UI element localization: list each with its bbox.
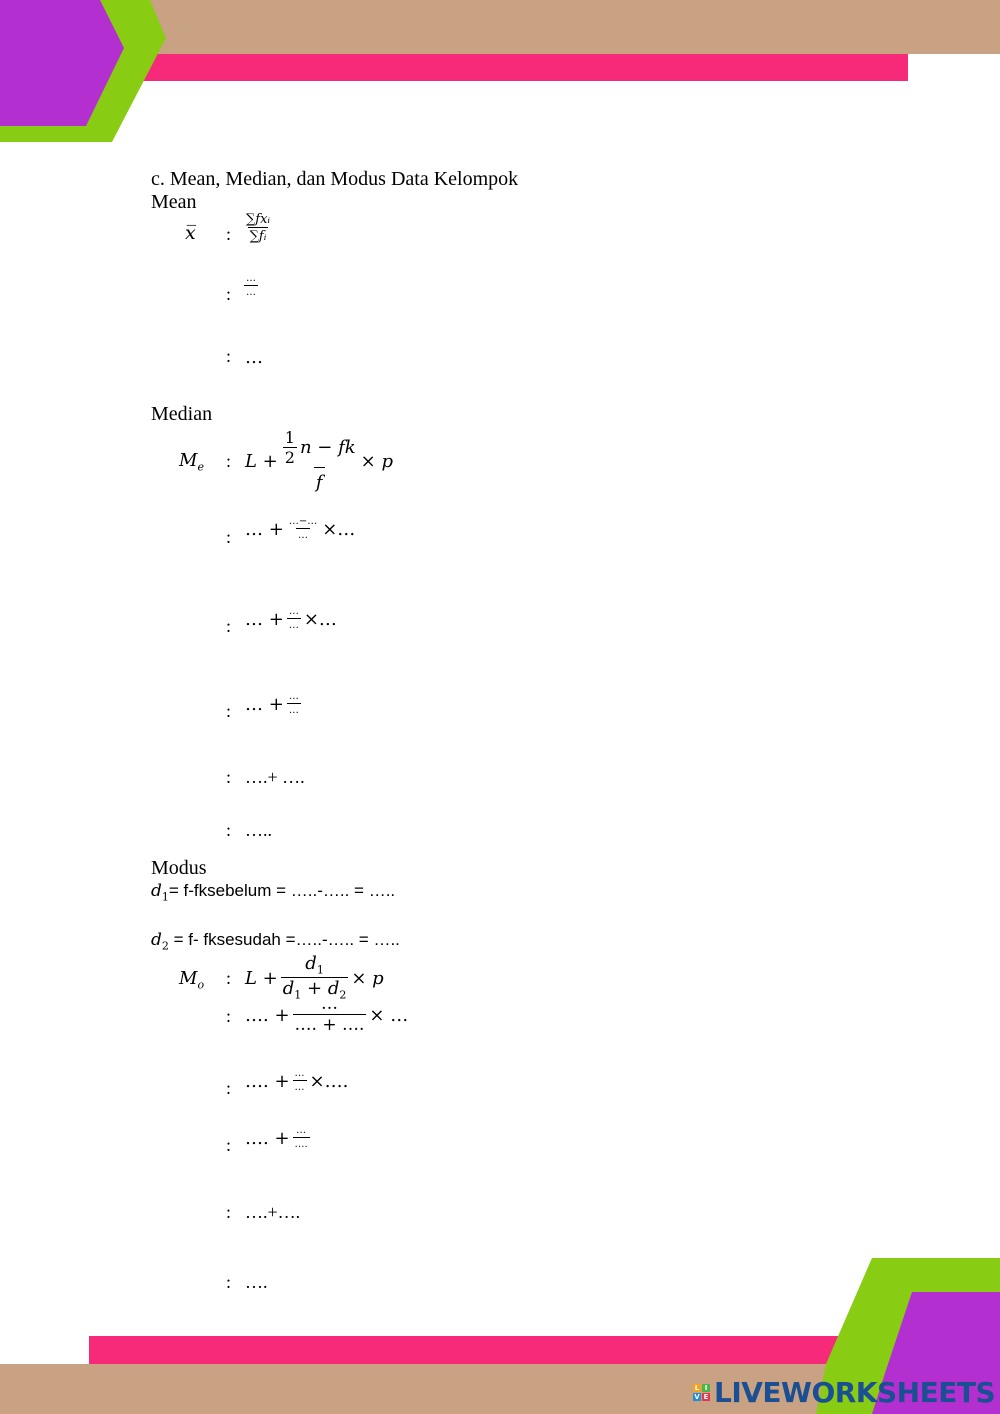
section-title: c. Mean, Median, dan Modus Data Kelompok [151, 168, 519, 190]
formula-term: × p [360, 450, 393, 472]
colon: : [226, 284, 232, 304]
median-symbol [179, 450, 204, 474]
modus-step-5: …. [245, 1272, 268, 1292]
median-formula [245, 428, 393, 494]
logo-cell: L [694, 1384, 700, 1392]
colon: : [226, 1006, 232, 1026]
fraction-numerator: … [294, 1068, 305, 1079]
colon: : [226, 527, 232, 547]
logo-cell: I [702, 1384, 710, 1392]
modus-step-4: ….+…. [245, 1202, 301, 1222]
fraction-denominator: … [294, 1082, 305, 1093]
formula-term: + [301, 978, 328, 999]
fraction-denominator: f [314, 467, 325, 492]
formula-subscript: 1 [294, 988, 302, 1002]
median-step-2 [245, 607, 337, 631]
formula-term: … + [245, 693, 284, 715]
mean-heading: Mean [151, 191, 197, 213]
modus-heading: Modus [151, 857, 207, 879]
colon: : [226, 1135, 232, 1155]
logo-text: LIVEWORKSHEETS [714, 1376, 996, 1409]
colon: : [226, 616, 232, 636]
fraction-numerator: … [246, 273, 256, 284]
fraction-denominator: ∑fᵢ [249, 229, 267, 244]
colon: : [226, 346, 232, 366]
fraction-denominator: … [288, 620, 299, 631]
formula-term: d [305, 953, 317, 975]
colon: : [226, 767, 232, 787]
liveworksheets-logo [693, 1376, 995, 1409]
colon: : [226, 820, 232, 840]
formula-term: n − fk [299, 437, 356, 458]
fraction-numerator: ∑fxᵢ [246, 212, 271, 227]
d1-symbol: d [151, 881, 162, 901]
modus-symbol [179, 968, 204, 992]
symbol-subscript: e [197, 460, 204, 474]
mean-formula [244, 213, 272, 243]
d2-subscript: 2 [161, 939, 169, 953]
formula-term: d [282, 978, 295, 999]
modus-step-2 [245, 1069, 348, 1093]
formula-term: …. + [245, 1070, 290, 1092]
formula-term: … + [245, 518, 284, 540]
fraction-denominator: 2 [284, 448, 295, 467]
fraction-numerator: … [288, 606, 299, 617]
fraction-numerator: … [296, 1125, 307, 1136]
fraction-numerator: …−… [288, 516, 318, 527]
colon: : [226, 1078, 232, 1098]
formula-term: × … [369, 1004, 409, 1026]
colon: : [226, 968, 232, 988]
header-hexagon-shape [0, 0, 170, 142]
logo-icon [693, 1384, 710, 1401]
formula-term: × p [351, 967, 384, 989]
formula-subscript: 2 [339, 988, 347, 1002]
median-heading: Median [151, 403, 213, 425]
formula-term: ×… [303, 608, 337, 630]
symbol-letter: M [179, 450, 198, 471]
modus-d2-line [151, 930, 400, 952]
fraction-numerator: 1 [284, 428, 295, 447]
formula-subscript: 1 [316, 964, 324, 977]
colon: : [226, 451, 232, 471]
logo-cell: E [703, 1393, 709, 1401]
mean-step-2: … [245, 347, 263, 368]
formula-term: …. + [245, 1127, 290, 1149]
formula-term: ×… [322, 518, 356, 540]
logo-cell: V [694, 1393, 700, 1401]
fraction-denominator: …. + …. [294, 1015, 365, 1035]
formula-term: … + [245, 608, 284, 630]
colon: : [226, 701, 232, 721]
colon: : [226, 1202, 232, 1222]
modus-d1-line [151, 881, 395, 903]
median-step-5: ….. [245, 820, 272, 840]
formula-term: …. + [245, 1004, 290, 1026]
median-step-4: ….+ …. [245, 767, 305, 787]
formula-term: d [327, 978, 340, 999]
fraction-denominator: … [246, 287, 256, 298]
d2-symbol: d [151, 930, 162, 950]
fraction-denominator: … [288, 705, 299, 716]
symbol-subscript: o [197, 978, 205, 992]
fraction-denominator: …. [294, 1139, 308, 1150]
formula-term: L + [245, 450, 278, 472]
median-step-3 [245, 692, 304, 716]
formula-term: ×…. [309, 1070, 349, 1092]
colon: : [226, 1272, 232, 1292]
median-step-1 [245, 517, 355, 541]
d1-text: = f-fksebelum = …..-….. = ….. [168, 881, 396, 900]
d1-subscript: 1 [161, 890, 169, 904]
mean-symbol: x̅ [185, 222, 196, 244]
fraction-denominator: … [298, 530, 308, 541]
fraction-numerator: … [320, 994, 338, 1014]
mean-step-1 [244, 274, 258, 298]
colon: : [226, 224, 232, 244]
symbol-letter: M [179, 968, 198, 989]
d2-text: = f- fksesudah =…..-….. = ….. [168, 930, 400, 949]
header-pink-bar [130, 54, 908, 81]
formula-term: L + [245, 967, 278, 989]
footer-pink-bar [89, 1336, 919, 1364]
fraction-numerator: … [288, 691, 299, 702]
modus-step-1 [245, 996, 408, 1034]
modus-step-3 [245, 1126, 313, 1150]
